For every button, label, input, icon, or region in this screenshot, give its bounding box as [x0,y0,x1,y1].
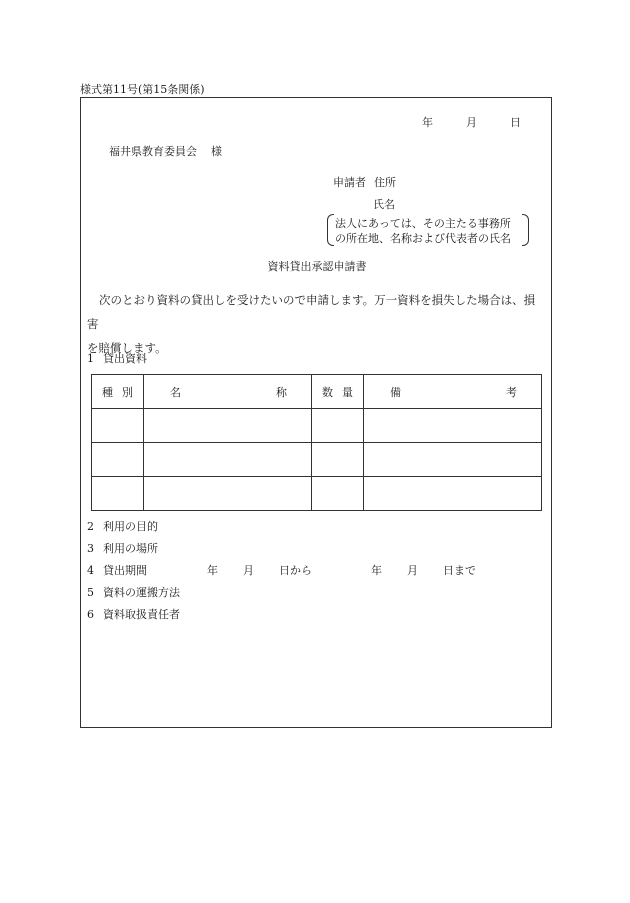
body-line2: を賠償します。 [87,341,167,355]
date-day: 日 [510,116,521,129]
table-cell[interactable] [144,477,312,511]
loan-materials-table [91,374,542,511]
table-cell[interactable] [92,477,144,511]
corporate-note-line2: の所在地、名称および代表者の氏名 [335,232,511,245]
date-line [422,114,521,130]
table-row [92,443,542,477]
table-row [92,477,542,511]
item-3: 3 利用の場所 [87,542,158,555]
header-remarks: 備 考 [364,375,542,409]
body-text [87,288,543,360]
table-cell[interactable] [92,409,144,443]
date-month: 月 [466,116,477,129]
addressee-name: 福井県教育委員会 [109,145,197,158]
item-3-label: 利用の場所 [103,542,158,555]
form-number: 様式第11号(第15条関係) [80,83,205,96]
table-cell[interactable] [312,443,364,477]
table-cell[interactable] [364,443,542,477]
item-6: 6 資料取扱責任者 [87,608,180,621]
header-quantity: 数 量 [312,375,364,409]
applicant-line [333,174,396,190]
table-cell[interactable] [364,409,542,443]
applicant-label: 申請者 [333,176,366,189]
item-5: 5 資料の運搬方法 [87,586,180,599]
corporate-note-bracket [327,214,529,246]
header-name: 名 称 [144,375,312,409]
table-cell[interactable] [312,409,364,443]
application-form-frame [80,97,552,728]
period-year2: 年 [371,564,382,577]
period-month1: 月 [243,564,254,577]
table-cell[interactable] [144,409,312,443]
item-4-label: 貸出期間 [103,564,147,577]
date-year: 年 [422,116,433,129]
table-cell[interactable] [312,477,364,511]
address-label: 住所 [374,176,396,189]
period-year1: 年 [207,564,218,577]
item-5-label: 資料の運搬方法 [103,586,180,599]
body-line1: 次のとおり資料の貸出しを受けたいので申請します。万一資料を損失した場合は、損害 [87,293,536,331]
header-type: 種 別 [92,375,144,409]
table-row [92,409,542,443]
period-from: 日から [279,564,312,577]
corporate-note-line1: 法人にあっては、その主たる事務所 [335,217,511,230]
item-2-label: 利用の目的 [103,520,158,533]
item-1: 1 貸出資料 [87,352,147,365]
addressee [109,143,222,159]
table-cell[interactable] [92,443,144,477]
table-cell[interactable] [144,443,312,477]
period-month2: 月 [407,564,418,577]
item-6-label: 資料取扱責任者 [103,608,180,621]
name-label: 氏名 [373,198,395,211]
table-cell[interactable] [364,477,542,511]
document-title: 資料貸出承認申請書 [267,260,367,273]
table-header-row [92,375,542,409]
item-2: 2 利用の目的 [87,520,158,533]
period-until: 日まで [443,564,476,577]
addressee-honorific: 様 [211,145,222,158]
item-4: 4 貸出期間 [87,564,147,577]
item-1-label: 貸出資料 [103,352,147,365]
